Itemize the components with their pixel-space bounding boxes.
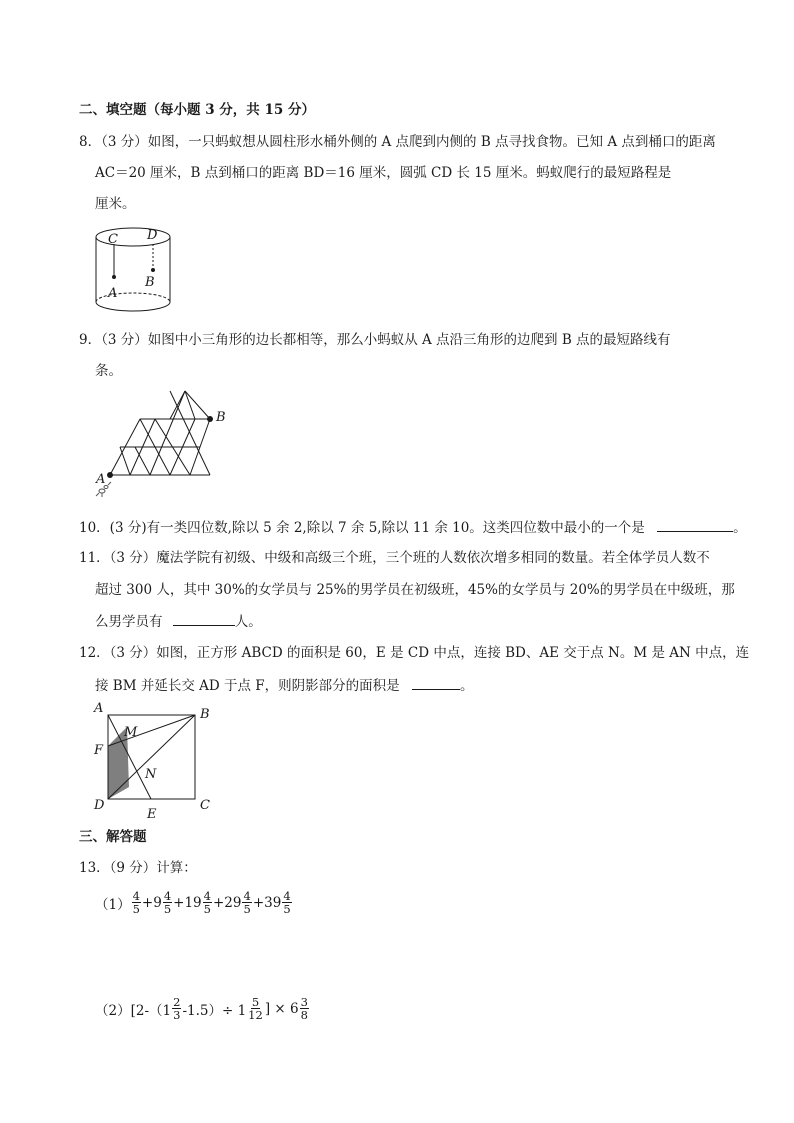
point-a	[112, 275, 116, 279]
question-9-line-2: 条。	[95, 363, 122, 379]
expression-2	[95, 996, 310, 1021]
question-10-end: 。	[733, 520, 747, 536]
fraction: $\frac{4}{5}$	[283, 889, 291, 916]
section-title: 二、填空题（每小题 3 分，共 15 分）	[79, 102, 315, 118]
label-m: M	[124, 725, 138, 740]
answer-blank-11[interactable]	[173, 612, 235, 626]
expr-text: [2-（1	[130, 1002, 172, 1019]
point-a	[107, 472, 113, 478]
label-a: A	[96, 472, 106, 487]
square-figure	[88, 698, 228, 826]
label-n: N	[145, 767, 157, 782]
cylinder-figure	[85, 222, 185, 318]
label-b: B	[216, 410, 226, 425]
triangle-grid	[110, 391, 210, 475]
question-11-line-1: 11．（3 分）魔法学院有初级、中级和高级三个班，三个班的人数依次增多相同的数量。若全体学员人数不	[79, 550, 710, 566]
question-11-end: 人。	[234, 614, 262, 630]
question-9-line-1: 9．（3 分）如图中小三角形的边长都相等，那么小蚂蚁从 A 点沿三角形的边爬到 B 点的最短路线有	[79, 332, 671, 348]
question-10-line-1	[79, 518, 747, 537]
expr-term: +39	[252, 894, 282, 911]
point-b	[207, 416, 213, 422]
label-b: B	[200, 707, 210, 722]
part-1-label: （1）	[95, 896, 131, 913]
part-2-label: （2）	[95, 1002, 131, 1019]
expression-1	[95, 890, 293, 915]
label-a: A	[94, 701, 104, 716]
question-8-line-1: 8．（3 分）如图，一只蚂蚁想从圆柱形水桶外侧的 A 点爬到内侧的 B 点寻找食物。已知 A 点到桶口的距离	[79, 134, 716, 150]
question-8-line-2: AC＝20 厘米，B 点到桶口的距离 BD＝16 厘米，圆弧 CD 长 15 厘米。蚂蚁爬行的最短路程是	[95, 165, 672, 181]
point-b	[151, 268, 155, 272]
section-title-3: 三、解答题	[79, 829, 147, 845]
expr-term: +9	[141, 894, 162, 911]
expr-text: ] × 6	[264, 1000, 299, 1017]
fraction: $\frac{4}{5}$	[243, 889, 251, 916]
expr-text: -1.5）÷ 1	[182, 1002, 247, 1019]
question-12-end: 。	[459, 678, 474, 694]
question-12-text: 接 BM 并延长交 AD 于点 F，则阴影部分的面积是	[95, 678, 400, 694]
fraction: $\frac{5}{12}$	[248, 995, 263, 1022]
label-e: E	[147, 807, 157, 822]
question-10-text: 10．(3 分)有一类四位数,除以 5 余 2,除以 7 余 5,除以 11 余 10。这类四位数中最小的一个是	[79, 520, 645, 536]
question-12-line-2	[95, 676, 473, 695]
answer-blank-10[interactable]	[657, 518, 733, 532]
fraction: $\frac{3}{8}$	[300, 995, 308, 1022]
triangle-grid-figure	[90, 385, 235, 500]
answer-blank-12[interactable]	[412, 676, 460, 690]
label-c: C	[108, 232, 118, 247]
label-f: F	[94, 743, 104, 758]
label-d: D	[94, 798, 105, 813]
question-13-line-1: 13．（9 分）计算：	[79, 860, 197, 876]
cylinder-bottom-arc	[96, 302, 170, 311]
question-12-line-1: 12．（3 分）如图，正方形 ABCD 的面积是 60，E 是 CD 中点，连接 BD、AE 交于点 N。M 是 AN 中点，连	[79, 645, 750, 661]
expr-term: +29	[212, 894, 242, 911]
expr-term: +19	[173, 894, 202, 911]
question-8-line-3: 厘米。	[95, 196, 136, 212]
label-a: A	[108, 286, 118, 301]
label-c: C	[200, 798, 210, 813]
fraction: $\frac{4}{5}$	[203, 889, 211, 916]
label-d: D	[147, 228, 158, 243]
fraction: $\frac{4}{5}$	[132, 889, 140, 916]
question-11-line-3	[95, 612, 262, 631]
fraction: $\frac{4}{5}$	[163, 889, 172, 916]
question-11-line-2: 超过 300 人，其中 30%的女学员与 25%的男学员在初级班，45%的女学员与 20%的男学员在中级班，那	[95, 582, 735, 598]
question-11-text: 么男学员有	[95, 614, 163, 630]
label-b: B	[145, 275, 155, 290]
segment-bf	[108, 715, 195, 746]
fraction: $\frac{2}{3}$	[173, 995, 181, 1022]
